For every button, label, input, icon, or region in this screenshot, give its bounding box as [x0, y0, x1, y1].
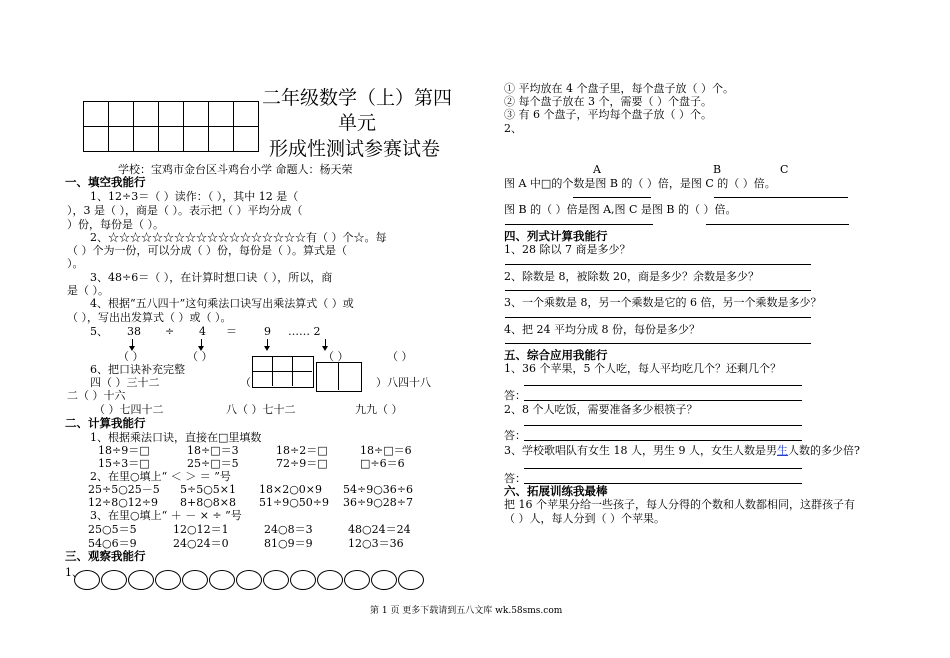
- rt-line1: ① 平均放在 4 个盘子里，每个盘子放（ ）个。: [504, 82, 734, 95]
- circle-shape: [74, 570, 100, 590]
- compare-line2: 图 B 的（ ）倍是图 A,图 C 是图 B 的（ ）倍。: [504, 203, 737, 216]
- s2-q2-r1c4: 54÷9○36÷6: [343, 483, 414, 496]
- s1-q2-line1: 2、☆☆☆☆☆☆☆☆☆☆☆☆☆☆☆☆☆☆有（ ）个☆。每: [90, 231, 387, 244]
- circle-shape: [155, 570, 181, 590]
- s2-q3-r1c4: 48○24＝24: [348, 523, 411, 536]
- s2-q3-r2c1: 54○6＝9: [88, 537, 137, 550]
- box-group-left: [252, 356, 314, 388]
- s2-q3-r2c4: 12○3＝36: [348, 537, 404, 550]
- s5-q3: [504, 444, 860, 457]
- s5-q3-link[interactable]: 生: [776, 444, 788, 457]
- s2-q3-r2c3: 81○9＝9: [264, 537, 313, 550]
- s6-q1-line2: （ ）人，每人分到（ ）个苹果。: [504, 512, 665, 525]
- s5-answer-label: 答：: [504, 472, 526, 485]
- s1-q5-remainder: …… 2: [288, 325, 321, 338]
- s1-q4-line1: 4、根据“五八四十”这句乘法口诀写出乘法算式（ ）或: [90, 297, 354, 310]
- s2-q1-r2c1: 15÷3＝□: [98, 457, 150, 470]
- section1-heading: 一、填空我能行: [65, 175, 146, 189]
- circle-shape: [344, 570, 370, 590]
- s1-q5-blank: （ ）: [187, 350, 213, 363]
- s1-q6-label: 6、把口诀补充完整: [90, 363, 185, 376]
- answer-line: [524, 400, 802, 401]
- s2-q3-r2c2: 24○24＝0: [173, 537, 229, 550]
- s1-q6-b: （: [240, 376, 251, 389]
- s1-q6-c: ）八四十八: [376, 376, 431, 389]
- s2-q2-r1c2: 5÷5○5×1: [180, 483, 237, 496]
- box-divider: [338, 362, 339, 390]
- answer-line: [573, 197, 651, 198]
- s2-q1-r1c4: 18÷□＝6: [360, 444, 412, 457]
- s1-q5-dividend: 38: [127, 325, 141, 338]
- s5-answer-label: 答：: [504, 389, 526, 402]
- section4-heading: 四、列式计算我能行: [504, 229, 608, 243]
- s2-q2-label: 2、在里○填上“ ＜ ＞ ＝ ”号: [90, 470, 231, 483]
- s5-q3-post: 人数的多少倍?: [787, 444, 860, 457]
- s2-q2-r2c3: 51÷9○50÷9: [259, 496, 330, 509]
- answer-line: [505, 317, 811, 318]
- s4-q3: 3、一个乘数是 8，另一个乘数是它的 6 倍，另一个乘数是多少？: [504, 296, 822, 309]
- circle-shape: [371, 570, 397, 590]
- answer-line: [505, 224, 653, 225]
- s1-q1-line3: ）份，每份是（ ）。: [67, 218, 164, 231]
- compare-line1: 图 A 中□的个数是图 B 的（ ）倍，是图 C 的（ ）倍。: [504, 177, 776, 190]
- circle-shape: [128, 570, 154, 590]
- box-group-right: [316, 362, 362, 392]
- s1-q5-blank: （ ）: [323, 350, 349, 363]
- s4-q4: 4、把 24 平均分成 8 份，每份是多少？: [504, 323, 700, 336]
- s2-q1-r2c3: 72÷9＝□: [276, 457, 328, 470]
- s2-q1-r1c3: 18÷2＝□: [276, 444, 328, 457]
- s5-q1: 1、36 个苹果，5 个人吃，每人平均吃几个？还剩几个？: [504, 362, 781, 375]
- s1-q1-line1: 1、12÷3＝（ ）读作：（ ），其中 12 是（: [90, 190, 299, 203]
- circle-shape: [398, 570, 424, 590]
- circle-shape: [182, 570, 208, 590]
- s2-q3-r1c1: 25○5＝5: [88, 523, 137, 536]
- title-line3: 形成性测试参赛试卷: [269, 138, 441, 160]
- s1-q5-label: 5、: [90, 325, 108, 338]
- s4-q1: 1、28 除以 7 商是多少？: [504, 243, 631, 256]
- s3-q1-label: 1、: [65, 566, 83, 579]
- s1-q4-line2: （ ），写出出发算式（ ）或（ ）。: [67, 311, 232, 324]
- answer-line: [524, 385, 802, 386]
- s1-q5-quotient: 9: [264, 325, 271, 338]
- label-a: A: [593, 163, 601, 176]
- s1-q6-d: 二（ ）十六: [67, 389, 126, 402]
- section3-heading: 三、观察我能行: [65, 549, 146, 563]
- box-divider: [272, 356, 273, 386]
- arrow-down-icon: [267, 339, 268, 347]
- label-b: B: [713, 163, 722, 176]
- s1-q1-line2: ），3 是（ ），商是（ ）。表示把（ ）平均分成（: [67, 204, 303, 217]
- s1-q5-blank: （ ）: [387, 350, 413, 363]
- s1-q3-line1: 3、48÷6＝（ ），在计算时想口诀（ ），所以，商: [90, 271, 333, 284]
- s4-q2: 2、除数是 8，被除数 20，商是多少？余数是多少？: [504, 270, 759, 283]
- s1-q6-g: 九九（ ）: [355, 403, 403, 416]
- s2-q3-label: 3、在里○填上“ ＋ － × ÷ ”号: [90, 509, 242, 522]
- arrow-down-icon: [201, 339, 202, 347]
- answer-line: [714, 197, 848, 198]
- box-divider: [252, 371, 312, 372]
- page-footer: 第 1 页 更多下载请到五八文库 wk.58sms.com: [370, 606, 563, 616]
- s1-q5-equals: ＝: [226, 325, 237, 338]
- s6-q1-line1: 把 16 个苹果分给一些孩子，每人分得的个数和人数都相同，这群孩子有: [504, 498, 855, 511]
- title-line2: 单元: [338, 112, 377, 134]
- title-line1: 二年级数学（上）第四: [262, 87, 453, 109]
- answer-line: [505, 290, 811, 291]
- answer-line: [524, 440, 802, 441]
- section5-heading: 五、综合应用我能行: [504, 348, 608, 362]
- s5-q2: 2、8 个人吃饭，需要准备多少根筷子？: [504, 403, 698, 416]
- s5-q3-pre: 3、学校歌唱队有女生 18 人，男生 9 人，女生人数是男: [504, 444, 777, 457]
- rt-q2: 2、: [504, 122, 522, 135]
- circle-shape: [209, 570, 235, 590]
- s1-q5-blank: （ ）: [118, 350, 144, 363]
- s2-q2-r2c1: 12÷8○12÷9: [88, 496, 159, 509]
- s2-q1-r2c2: 25÷□＝5: [187, 457, 239, 470]
- s1-q2-line2: （ ）个为一份，可以分成（ ）份，每份是（ ）。算式是（: [67, 244, 347, 257]
- s1-q6-a: 四（ ）三十二: [90, 376, 160, 389]
- label-c: C: [780, 163, 789, 176]
- answer-line: [505, 343, 811, 344]
- box-divider: [292, 356, 293, 386]
- s2-q1-r2c4: □÷6＝6: [360, 457, 405, 470]
- circle-shape: [236, 570, 262, 590]
- section2-heading: 二、计算我能行: [65, 416, 146, 430]
- s2-q2-r2c2: 8+8○8×8: [180, 496, 237, 509]
- score-grid: [83, 101, 259, 152]
- s2-q2-r2c4: 36÷9○28÷7: [343, 496, 414, 509]
- answer-line: [706, 224, 849, 225]
- s2-q2-r1c1: 25÷5○25－5: [88, 483, 160, 496]
- s1-q3-line2: 是（ ）。: [67, 284, 109, 297]
- school-line: 学校：宝鸡市金台区斗鸡台小学 命题人：杨天荣: [118, 163, 353, 176]
- s2-q2-r1c3: 18×2○0×9: [259, 483, 323, 496]
- circle-shape: [101, 570, 127, 590]
- circle-shape: [290, 570, 316, 590]
- s1-q2-line3: ）。: [67, 257, 84, 270]
- circle-row: [74, 570, 424, 590]
- s1-q6-e: （ ）七四十二: [94, 403, 164, 416]
- answer-line: [524, 425, 802, 426]
- s2-q1-r1c1: 18÷9＝□: [98, 444, 150, 457]
- s2-q1-label: 1、根据乘法口诀，直接在□里填数: [90, 431, 262, 444]
- s2-q3-r1c3: 24○8＝3: [264, 523, 313, 536]
- answer-line: [524, 468, 802, 469]
- answer-line: [505, 264, 811, 265]
- s1-q5-divide: ÷: [165, 325, 175, 338]
- rt-line3: ③ 有 6 个盘子，平均每个盘子放（ ）个。: [504, 108, 712, 121]
- s2-q1-r1c2: 18÷□＝3: [187, 444, 239, 457]
- s5-answer-label: 答：: [504, 429, 526, 442]
- s1-q5-divisor: 4: [199, 325, 206, 338]
- section6-heading: 六、拓展训练我最棒: [504, 484, 608, 498]
- s2-q3-r1c2: 12○12＝1: [173, 523, 229, 536]
- rt-line2: ② 每个盘子放在 3 个，需要（ ）个盘子。: [504, 95, 712, 108]
- circle-shape: [317, 570, 343, 590]
- s1-q6-f: 八（ ）七十二: [226, 403, 296, 416]
- arrow-down-icon: [325, 339, 326, 347]
- circle-shape: [263, 570, 289, 590]
- arrow-down-icon: [132, 339, 133, 347]
